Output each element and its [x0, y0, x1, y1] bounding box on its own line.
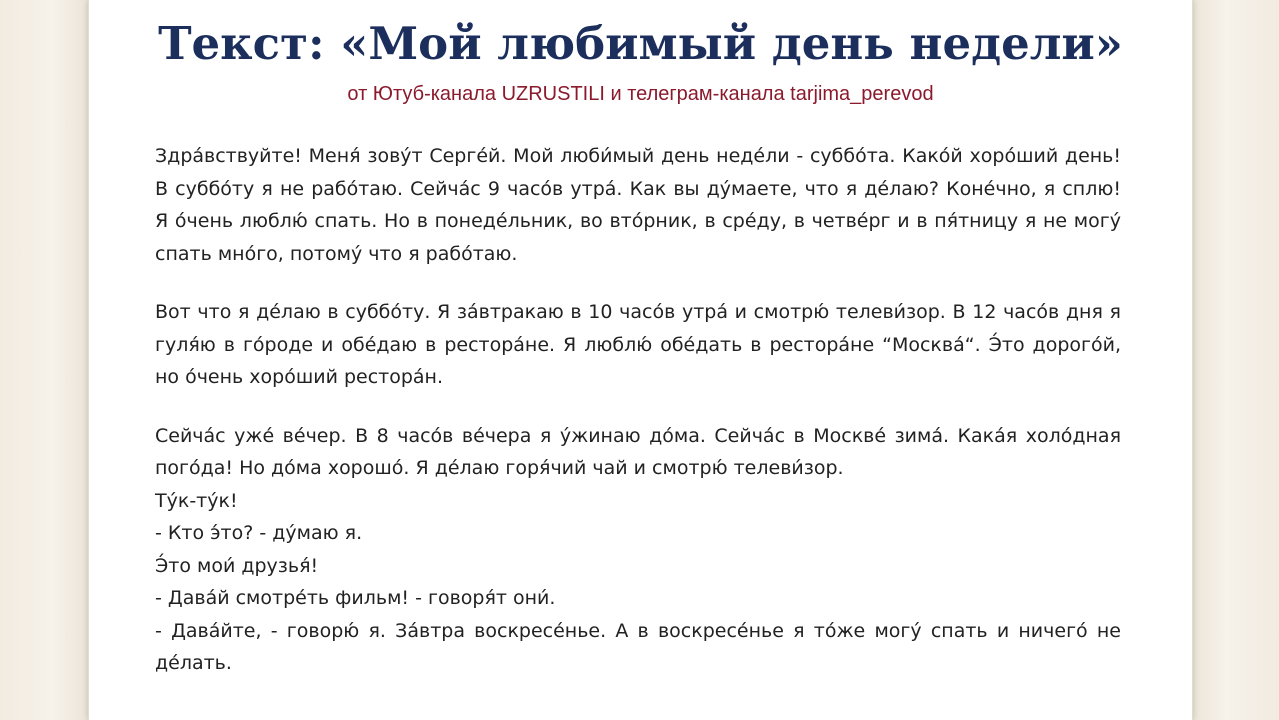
- dialog-line: Сейча́с уже́ ве́чер. В 8 часо́в ве́чера я у́жинаю до́ма. Сейча́с в Москве́ зима́. Кака́я холо́дная пого́да! Но до́ма хорошо́. Я де́лаю горя́чий чай и смотрю́ телеви́зор.: [155, 424, 1121, 479]
- dialog-line: Э́то мои́ друзья́!: [155, 554, 319, 577]
- background-left: [0, 0, 88, 720]
- paragraph-1: [155, 140, 1121, 270]
- text-body: [155, 140, 1121, 706]
- paragraph-text: Вот что я де́лаю в суббо́ту. Я за́втракаю в 10 часо́в утра́ и смотрю́ телеви́зор. В 12 часо́в дня я гуля́ю в го́роде и обе́даю в рестора́не. Я люблю́ обе́дать в рестора́не “Москва́“. Э́то дорого́й, но о́чень хоро́ший рестора́н.: [155, 301, 1121, 388]
- paragraph-3: [155, 420, 1121, 680]
- slide-title: Текст: «Мой любимый день недели»: [158, 17, 1123, 70]
- dialog-line: - Дава́йте, - говорю́ я. За́втра воскресе́нье. А в воскресе́нье я то́же могу́ спать и ничего́ не де́лать.: [155, 619, 1121, 674]
- dialog-line: Ту́к-ту́к!: [155, 489, 238, 512]
- paragraph-text: Здра́вствуйте! Меня́ зову́т Серге́й. Мой люби́мый день неде́ли - суббо́та. Како́й хоро́ший день! В суббо́ту я не рабо́таю. Сейча́с 9 часо́в утра́. Как вы ду́маете, что я де́лаю? Коне́чно, я сплю! Я о́чень люблю́ спать. Но в понеде́льник, во вто́рник, в сре́ду, в четве́рг и в пя́тницу я не могу́ спать мно́го, потому́ что я рабо́таю.: [155, 145, 1121, 265]
- dialog-line: - Дава́й смотре́ть фильм! - говоря́т они́.: [155, 587, 556, 609]
- dialog-line: - Кто э́то? - ду́маю я.: [155, 522, 363, 544]
- slide: [88, 0, 1193, 720]
- background-right: [1191, 0, 1279, 720]
- slide-subtitle: от Ютуб-канала UZRUSTILI и телеграм-канала tarjima_perevod: [347, 83, 934, 105]
- paragraph-2: [155, 296, 1121, 394]
